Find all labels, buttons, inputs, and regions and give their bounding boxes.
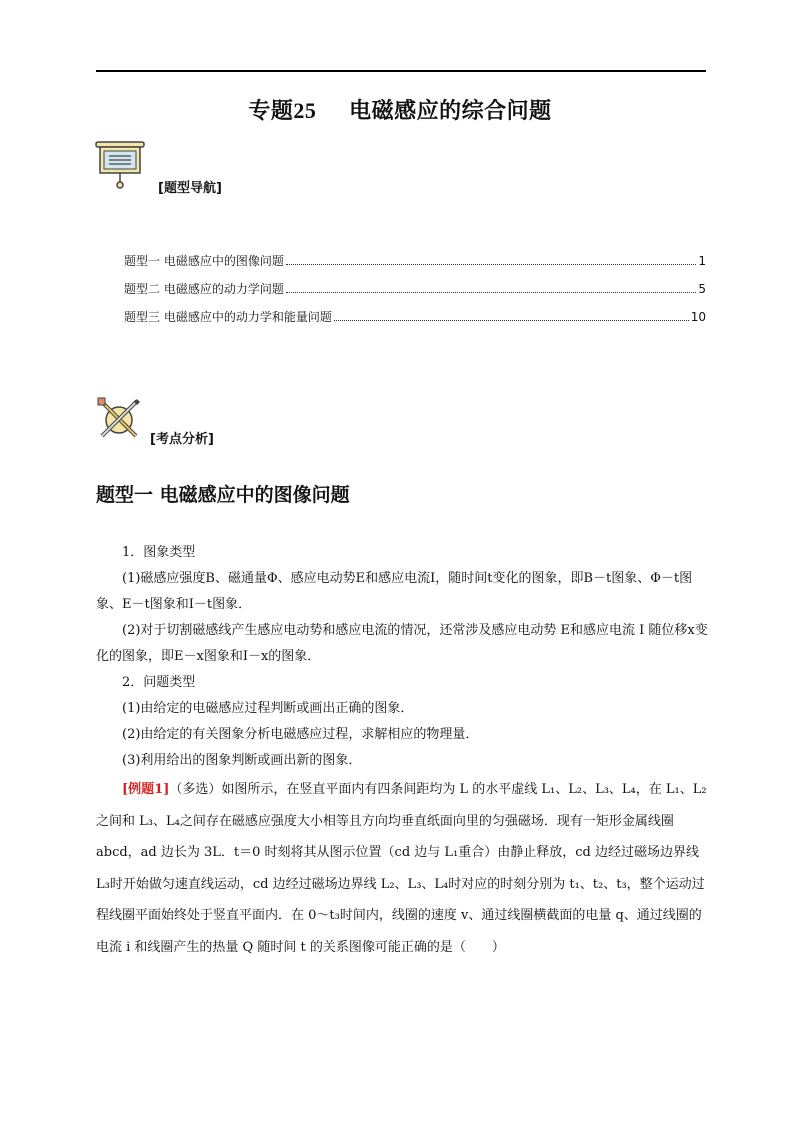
toc-row[interactable] xyxy=(124,280,706,308)
toc-row[interactable] xyxy=(124,308,706,336)
top-rule xyxy=(96,70,706,72)
paragraph: (2)由给定的有关图象分析电磁感应过程，求解相应的物理量． xyxy=(122,727,479,742)
example-paragraph xyxy=(96,774,708,963)
example-text: （多选）如图所示，在竖直平面内有四条间距均为 L 的水平虚线 L₁、L₂、L₃、L₄，在 L₁、L₂之间和 L₃、L₄之间存在磁感应强度大小相等且方向均垂直纸面向里的匀强磁场．现有一矩形金属线圈 abcd，ad 边长为 3L．t＝0 时刻将其从图示位置（cd 边与 L₁重合）由静止释放，cd 边经过磁场边界线 L₃时开始做匀速直线运动，cd 边经过磁场边界线 L₂、L₃、L₄时对应的时刻分别为 t₁、t₂、t₃，整个运动过程线圈平面始终处于竖直平面内．在 0～t₃时间内，线圈的速度 v、通过线圈横截面的电量 q、通过线圈的电流 i 和线圈产生的热量 Q 随时间 t 的关系图像可能正确的是（ ） xyxy=(96,782,707,955)
title-number: 25 xyxy=(293,98,317,123)
toc-page: 10 xyxy=(690,310,706,324)
title-text: 电磁感应的综合问题 xyxy=(349,99,552,124)
table-of-contents xyxy=(124,252,706,336)
content-body xyxy=(96,540,708,963)
paragraph: (2)对于切割磁感线产生感应电动势和感应电流的情况，还常涉及感应电动势 E和感应电流 I 随位移x变化的图象，即E－x图象和I－x的图象． xyxy=(96,623,708,664)
paragraph: (1)磁感应强度B、磁通量Φ、感应电动势E和感应电流I，随时间t变化的图象，即B－t图象、Φ－t图象、E－t图象和I－t图象． xyxy=(96,571,693,612)
nav-label: [题型导航] xyxy=(158,181,222,196)
section-heading: 题型一 电磁感应中的图像问题 xyxy=(96,484,350,506)
toc-row[interactable] xyxy=(124,252,706,280)
toc-page: 5 xyxy=(698,282,706,296)
example-tag: [例题1] xyxy=(122,782,170,797)
toc-label: 题型一 电磁感应中的图像问题 xyxy=(124,254,284,268)
toc-label: 题型三 电磁感应中的动力学和能量问题 xyxy=(124,310,332,324)
toc-leader xyxy=(286,254,697,265)
paragraph: 2．问题类型 xyxy=(122,675,196,690)
analysis-label: [考点分析] xyxy=(150,432,214,447)
page-title xyxy=(0,94,800,125)
paragraph: (3)利用给出的图象判断或画出新的图象． xyxy=(122,753,362,768)
paragraph: (1)由给定的电磁感应过程判断或画出正确的图象． xyxy=(122,701,414,716)
title-prefix: 专题 xyxy=(248,99,294,124)
presentation-board-icon xyxy=(94,140,146,192)
toc-leader xyxy=(334,310,689,321)
paragraph: 1．图象类型 xyxy=(122,545,196,560)
toc-leader xyxy=(286,282,697,293)
toc-label: 题型二 电磁感应的动力学问题 xyxy=(124,282,284,296)
crossed-tools-icon xyxy=(96,396,142,442)
toc-page: 1 xyxy=(698,254,706,268)
